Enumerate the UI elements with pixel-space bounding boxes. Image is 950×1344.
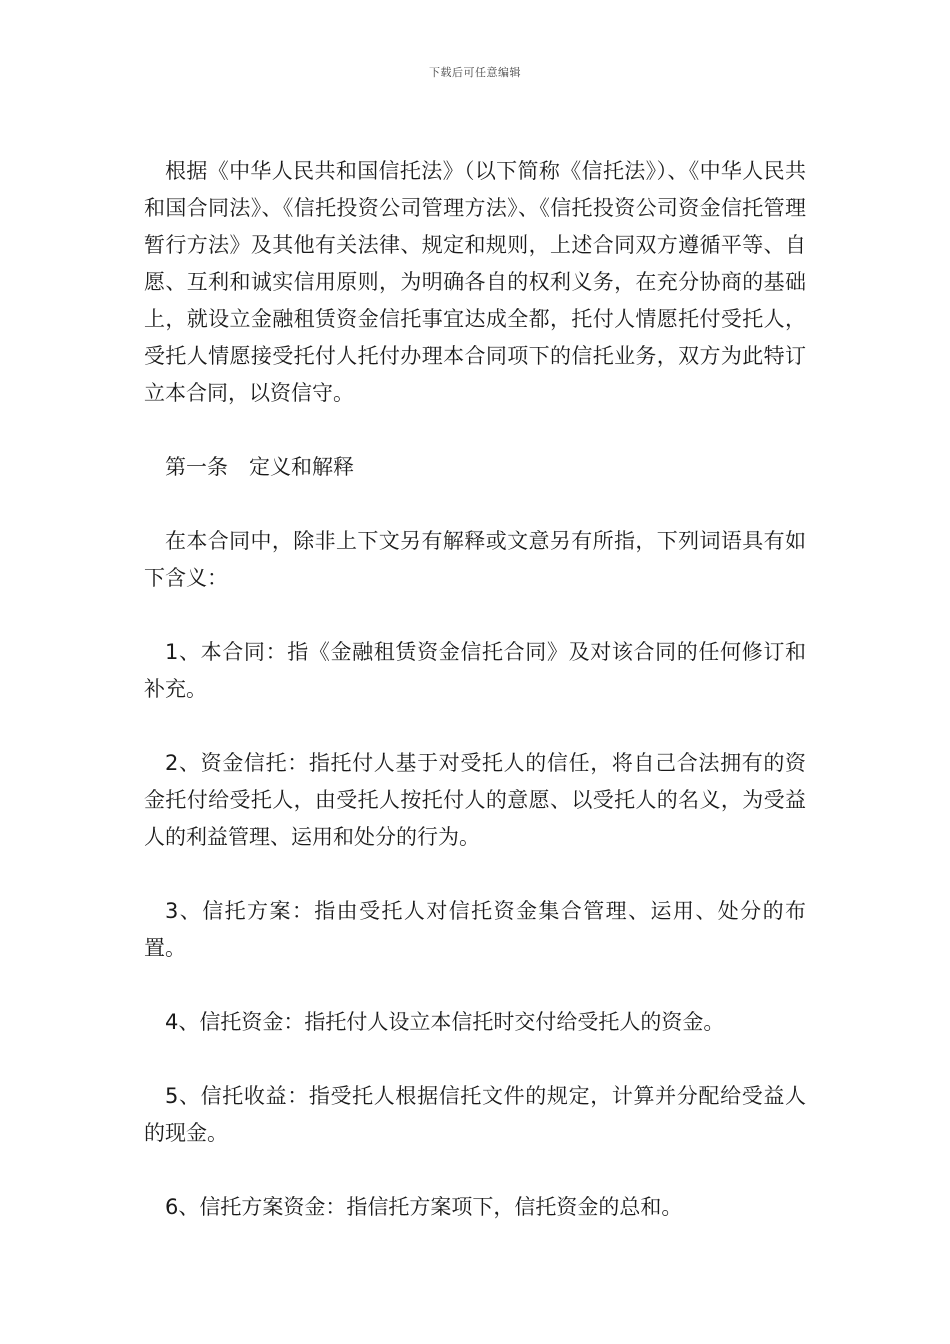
article-title: 定义和解释 — [249, 455, 354, 479]
definition-item-4: 4、信托资金：指托付人设立本信托时交付给受托人的资金。 — [165, 1010, 725, 1034]
definition-item-5: 5、信托收益：指受托人根据信托文件的规定，计算并分配给受益人的现金。 — [144, 1084, 806, 1145]
document-body — [144, 153, 806, 1263]
page-header: 下载后可任意编辑 — [429, 66, 521, 79]
definition-item-1: 1、本合同：指《金融租赁资金信托合同》及对该合同的任何修订和补充。 — [144, 640, 806, 701]
definition-item-6: 6、信托方案资金：指信托方案项下，信托资金的总和。 — [165, 1195, 683, 1219]
article-number: 第一条 — [165, 455, 228, 479]
definition-item-2: 2、资金信托：指托付人基于对受托人的信任，将自己合法拥有的资金托付给受托人，由受托人按托付人的意愿、以受托人的名义，为受益人的利益管理、运用和处分的行为。 — [144, 751, 806, 849]
intro-paragraph: 根据《中华人民共和国信托法》（以下简称《信托法》）、《中华人民共和国合同法》、《信托投资公司管理方法》、《信托投资公司资金信托管理暂行方法》及其他有关法律、规定和规则，上述合同双方遵循平等、自愿、互利和诚实信用原则，为明确各自的权利义务，在充分协商的基础上，就设立金融租赁资金信托事宜达成全都，托付人情愿托付受托人，受托人情愿接受托付人托付办理本合同项下的信托业务，双方为此特订立本合同，以资信守。 — [144, 159, 806, 405]
article-heading — [144, 449, 806, 486]
definitions-intro: 在本合同中，除非上下文另有解释或文意另有所指，下列词语具有如下含义： — [144, 529, 806, 590]
definition-item-3: 3、信托方案：指由受托人对信托资金集合管理、运用、处分的布置。 — [144, 899, 806, 960]
